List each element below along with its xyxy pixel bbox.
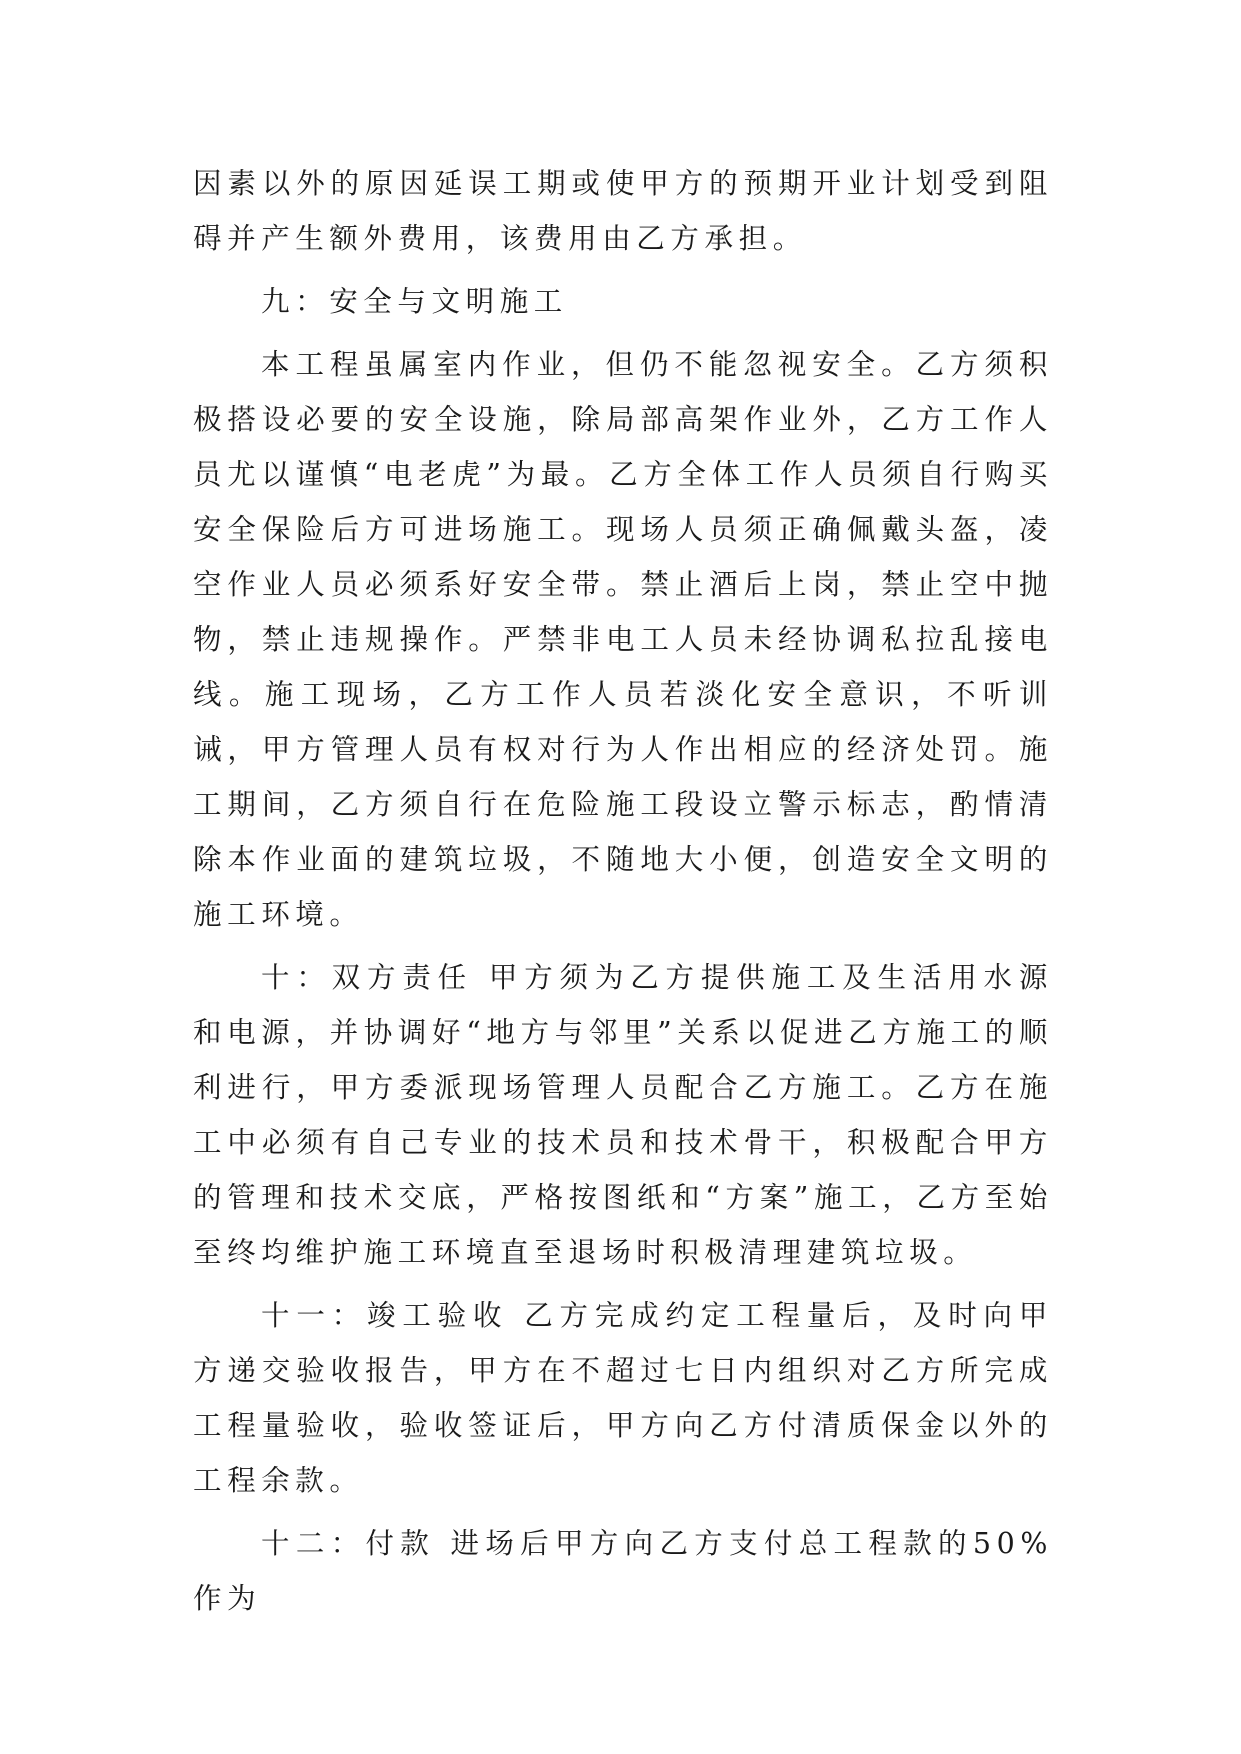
paragraph-payment: 十二：付款 进场后甲方向乙方支付总工程款的50%作为 xyxy=(193,1527,1053,1615)
paragraph-responsibilities: 十：双方责任 甲方须为乙方提供施工及生活用水源和电源，并协调好“地方与邻里”关系以促进乙方施工的顺利进行，甲方委派现场管理人员配合乙方施工。乙方在施工中必须有自己专业的技术员和技术骨干，积极配合甲方的管理和技术交底，严格按图纸和“方案”施工，乙方至始至终均维护施工环境直至退场时积极清理建筑垃圾。 xyxy=(193,961,1053,1269)
section-heading-safety: 九：安全与文明施工 xyxy=(261,285,568,318)
paragraph-acceptance: 十一：竣工验收 乙方完成约定工程量后，及时向甲方递交验收报告，甲方在不超过七日内组织对乙方所完成工程量验收，验收签证后，甲方向乙方付清质保金以外的工程余款。 xyxy=(193,1299,1053,1497)
document-body xyxy=(193,156,1053,1626)
paragraph-continuation: 因素以外的原因延误工期或使甲方的预期开业计划受到阻碍并产生额外费用，该费用由乙方承担。 xyxy=(193,167,1053,255)
paragraph-safety: 本工程虽属室内作业，但仍不能忽视安全。乙方须积极搭设必要的安全设施，除局部高架作业外，乙方工作人员尤以谨慎“电老虎”为最。乙方全体工作人员须自行购买安全保险后方可进场施工。现场人员须正确佩戴头盔，凌空作业人员必须系好安全带。禁止酒后上岗，禁止空中抛物，禁止违规操作。严禁非电工人员未经协调私拉乱接电线。施工现场，乙方工作人员若淡化安全意识，不听训诫，甲方管理人员有权对行为人作出相应的经济处罚。施工期间，乙方须自行在危险施工段设立警示标志，酌情清除本作业面的建筑垃圾，不随地大小便，创造安全文明的施工环境。 xyxy=(193,348,1053,931)
